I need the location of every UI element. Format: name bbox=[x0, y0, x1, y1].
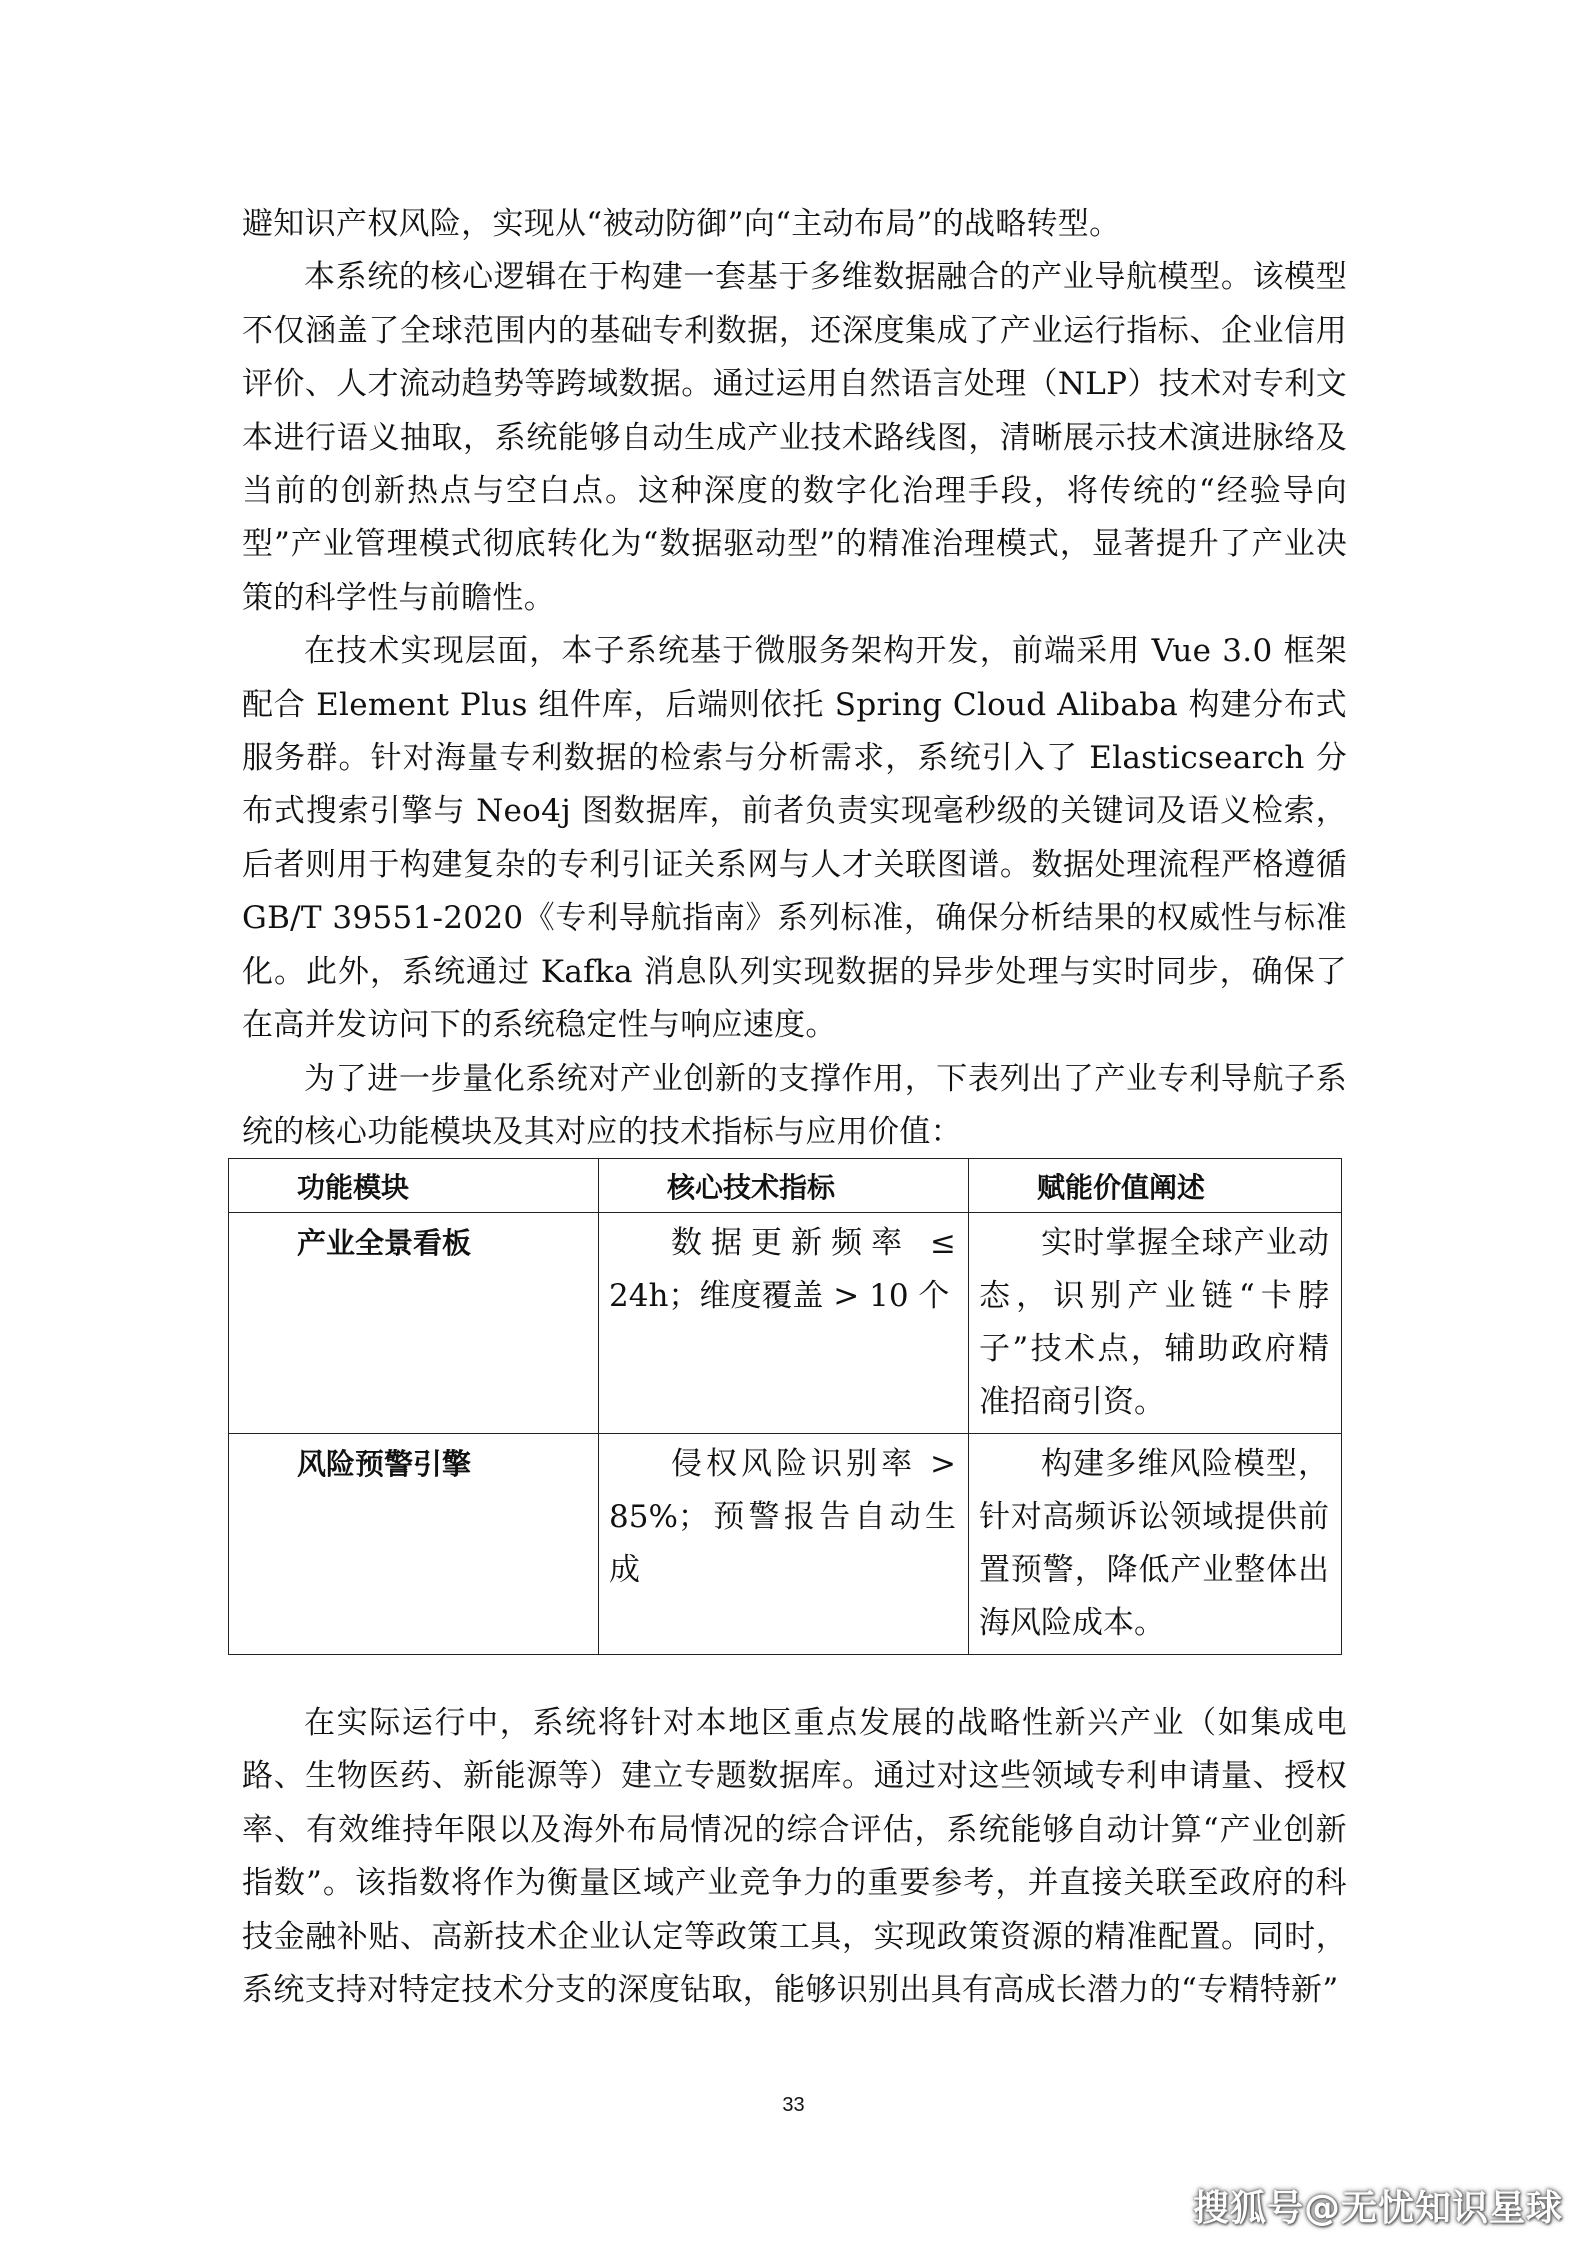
table-row bbox=[229, 1434, 1342, 1655]
body-text-bottom bbox=[242, 1697, 1347, 2017]
cell-metrics bbox=[599, 1434, 969, 1655]
cell-value bbox=[969, 1434, 1342, 1655]
cell-module: 风险预警引擎 bbox=[229, 1434, 599, 1655]
cell-value bbox=[969, 1213, 1342, 1434]
function-module-table bbox=[228, 1158, 1342, 1655]
header-metrics: 核心技术指标 bbox=[599, 1159, 969, 1213]
paragraph-table-intro: 为了进一步量化系统对产业创新的支撑作用，下表列出了产业专利导航子系统的核心功能模块及其对应的技术指标与应用价值： bbox=[242, 1060, 1347, 1150]
cell-module: 产业全景看板 bbox=[229, 1213, 599, 1434]
paragraph-core-logic: 本系统的核心逻辑在于构建一套基于多维数据融合的产业导航模型。该模型不仅涵盖了全球范围内的基础专利数据，还深度集成了产业运行指标、企业信用评价、人才流动趋势等跨域数据。通过运用自然语言处理（NLP）技术对专利文本进行语义抽取，系统能够自动生成产业技术路线图，清晰展示技术演进脉络及当前的创新热点与空白点。这种深度的数字化治理手段，将传统的“经验导向型”产业管理模式彻底转化为“数据驱动型”的精准治理模式，显著提升了产业决策的科学性与前瞻性。 bbox=[242, 259, 1347, 616]
header-module: 功能模块 bbox=[229, 1159, 599, 1213]
paragraph-tech-implementation: 在技术实现层面，本子系统基于微服务架构开发，前端采用 Vue 3.0 框架配合 Element Plus 组件库，后端则依托 Spring Cloud Alibaba 构建分布式服务群。针对海量专利数据的检索与分析需求，系统引入了 Elasticsearch 分布式搜索引擎与 Neo4j 图数据库，前者负责实现毫秒级的关键词及语义检索，后者则用于构建复杂的专利引证关系网与人才关联图谱。数据处理流程严格遵循 GB/T 39551-2020《专利导航指南》系列标准，确保分析结果的权威性与标准化。此外，系统通过 Kafka 消息队列实现数据的异步处理与实时同步，确保了在高并发访问下的系统稳定性与响应速度。 bbox=[242, 633, 1347, 1044]
header-value: 赋能价值阐述 bbox=[969, 1159, 1342, 1213]
table-row bbox=[229, 1213, 1342, 1434]
cell-metrics-text: 数据更新频率 ≤ 24h；维度覆盖 > 10 个 bbox=[609, 1225, 956, 1314]
cell-value-text: 实时掌握全球产业动态，识别产业链“卡脖子”技术点，辅助政府精准招商引资。 bbox=[979, 1225, 1329, 1420]
cell-metrics bbox=[599, 1213, 969, 1434]
body-text-top bbox=[242, 198, 1347, 1159]
paragraph-operation: 在实际运行中，系统将针对本地区重点发展的战略性新兴产业（如集成电路、生物医药、新能源等）建立专题数据库。通过对这些领域专利申请量、授权率、有效维持年限以及海外布局情况的综合评估，系统能够自动计算“产业创新指数”。该指数将作为衡量区域产业竞争力的重要参考，并直接关联至政府的科技金融补贴、高新技术企业认定等政策工具，实现政策资源的精准配置。同时，系统支持对特定技术分支的深度钻取，能够识别出具有高成长潜力的“专精特新” bbox=[242, 1705, 1347, 2009]
page-number: 33 bbox=[782, 2094, 805, 2116]
table-header-row bbox=[229, 1159, 1342, 1213]
cell-metrics-text: 侵权风险识别率 > 85%；预警报告自动生成 bbox=[609, 1446, 956, 1588]
source-watermark: 搜狐号@无忧知识星球 bbox=[1192, 2188, 1563, 2229]
paragraph-continuation: 避知识产权风险，实现从“被动防御”向“主动布局”的战略转型。 bbox=[242, 206, 1121, 242]
cell-value-text: 构建多维风险模型，针对高频诉讼领域提供前置预警，降低产业整体出海风险成本。 bbox=[979, 1446, 1329, 1641]
